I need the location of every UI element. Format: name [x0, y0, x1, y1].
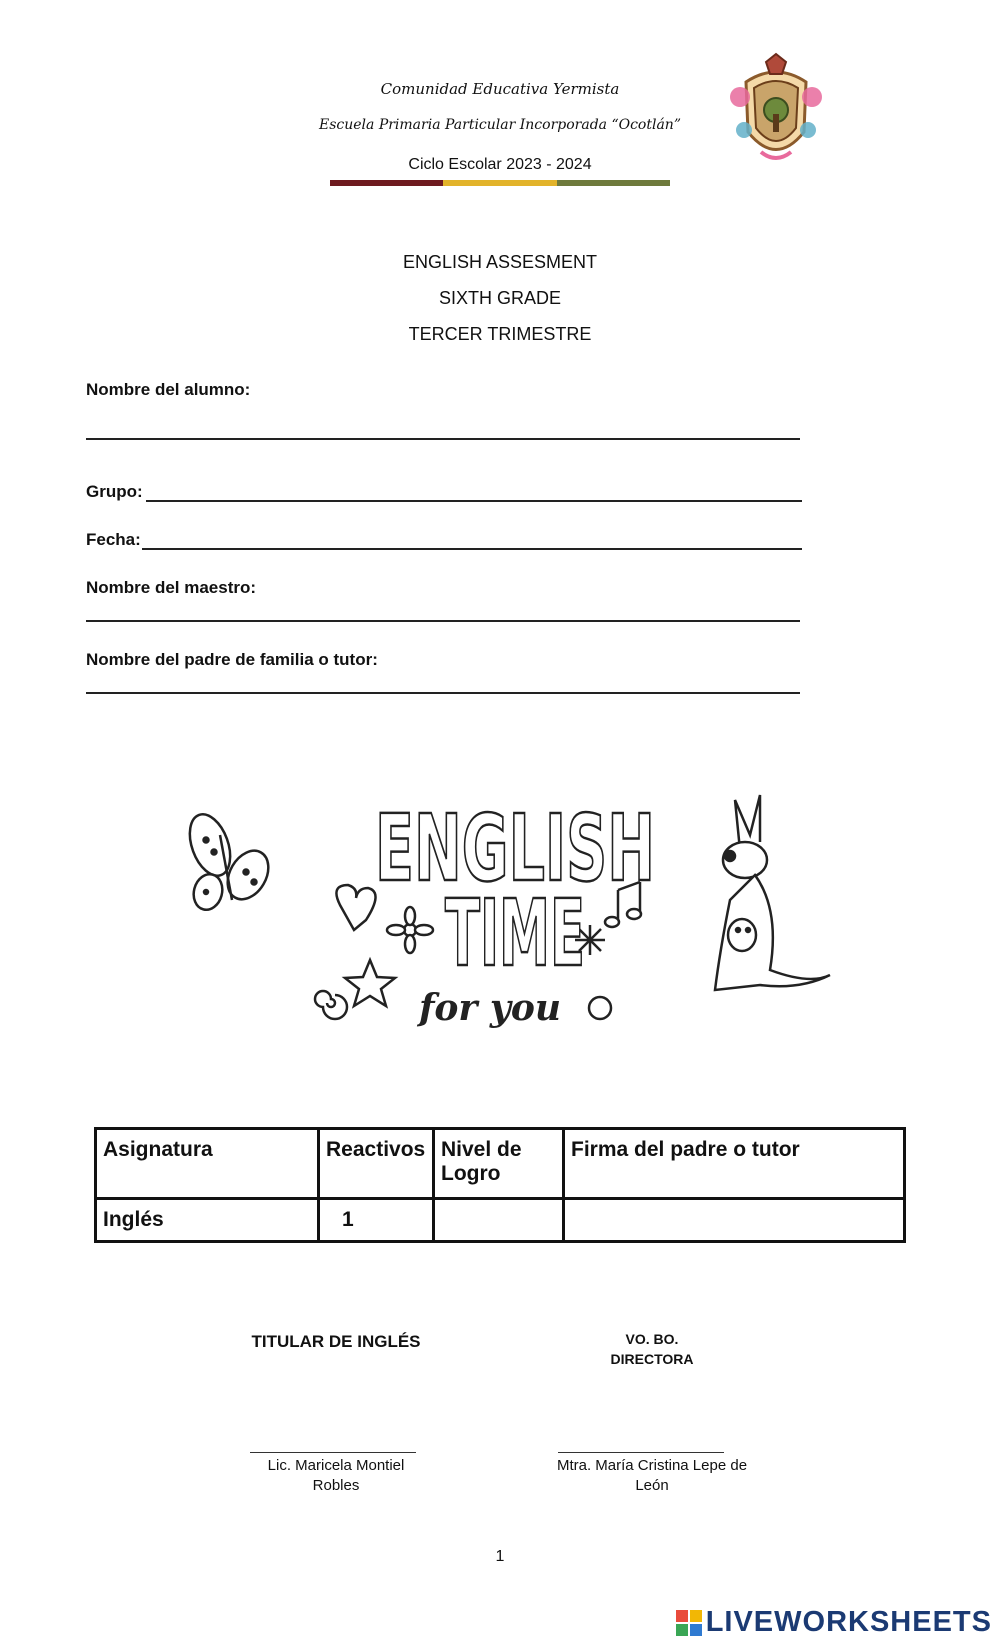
parent-name-line[interactable] [86, 692, 800, 694]
school-name: Escuela Primaria Particular Incorporada “Ocotlán” [319, 117, 681, 133]
teacher-name-2: Robles [312, 1477, 360, 1494]
table-cell-items: 1 [319, 1199, 434, 1242]
summary-table [94, 1127, 906, 1243]
director-name-1: Mtra. María Cristina Lepe de [556, 1457, 748, 1474]
english-teacher-title: TITULAR DE INGLÉS [251, 1332, 421, 1351]
director-vobo: VO. BO. [625, 1331, 679, 1347]
assessment-title: ENGLISH ASSESMENT [402, 252, 598, 272]
teacher-signature-line[interactable] [250, 1452, 416, 1453]
director-signature-line[interactable] [558, 1452, 724, 1453]
table-header-items: Reactivos [319, 1129, 434, 1199]
director-title: DIRECTORA [610, 1351, 694, 1367]
date-label: Fecha: [86, 530, 141, 549]
butterfly-icon [182, 809, 276, 913]
illustration-line3: for you [418, 987, 562, 1029]
table-header-row [96, 1129, 905, 1199]
english-time-illustration [170, 780, 850, 1070]
table-cell-achievement[interactable] [434, 1199, 564, 1242]
circle-doodle-icon [589, 997, 611, 1019]
teacher-name-label: Nombre del maestro: [86, 578, 257, 597]
group-line[interactable] [146, 500, 802, 502]
star-icon [345, 960, 395, 1006]
color-bar-olive [557, 180, 670, 186]
term-title: TERCER TRIMESTRE [408, 324, 592, 344]
brand-text: LIVEWORKSHEETS [705, 1606, 992, 1638]
table-header-subject: Asignatura [96, 1129, 319, 1199]
spiral-icon [315, 991, 347, 1019]
illustration-line2: TIME [445, 880, 585, 987]
date-line[interactable] [142, 548, 802, 550]
table-cell-subject: Inglés [96, 1199, 319, 1242]
community-name: Comunidad Educativa Yermista [380, 80, 620, 98]
student-name-label: Nombre del alumno: [86, 380, 251, 399]
color-bar-gold [443, 180, 556, 186]
table-row [96, 1199, 905, 1242]
flower-icon [387, 907, 433, 953]
liveworksheets-logo-icon [676, 1610, 702, 1636]
school-cycle: Ciclo Escolar 2023 - 2024 [408, 156, 592, 173]
teacher-name-1: Lic. Maricela Montiel [267, 1457, 405, 1474]
table-cell-signature[interactable] [564, 1199, 905, 1242]
color-bar-maroon [330, 180, 443, 186]
table-header-achievement: Nivel de Logro [434, 1129, 564, 1199]
parent-name-label: Nombre del padre de familia o tutor: [86, 650, 378, 669]
grade-title: SIXTH GRADE [438, 288, 562, 308]
illustration-line1: ENGLISH [375, 795, 655, 902]
school-crest-logo [726, 52, 826, 172]
header-color-bar [330, 180, 670, 186]
director-name-2: León [635, 1477, 669, 1494]
page-number: 1 [495, 1548, 505, 1565]
liveworksheets-brand[interactable] [676, 1606, 992, 1639]
student-name-line[interactable] [86, 438, 800, 440]
table-header-signature: Firma del padre o tutor [564, 1129, 905, 1199]
teacher-name-line[interactable] [86, 620, 800, 622]
heart-icon [336, 885, 375, 930]
group-label: Grupo: [86, 482, 143, 501]
kangaroo-icon [715, 795, 830, 990]
